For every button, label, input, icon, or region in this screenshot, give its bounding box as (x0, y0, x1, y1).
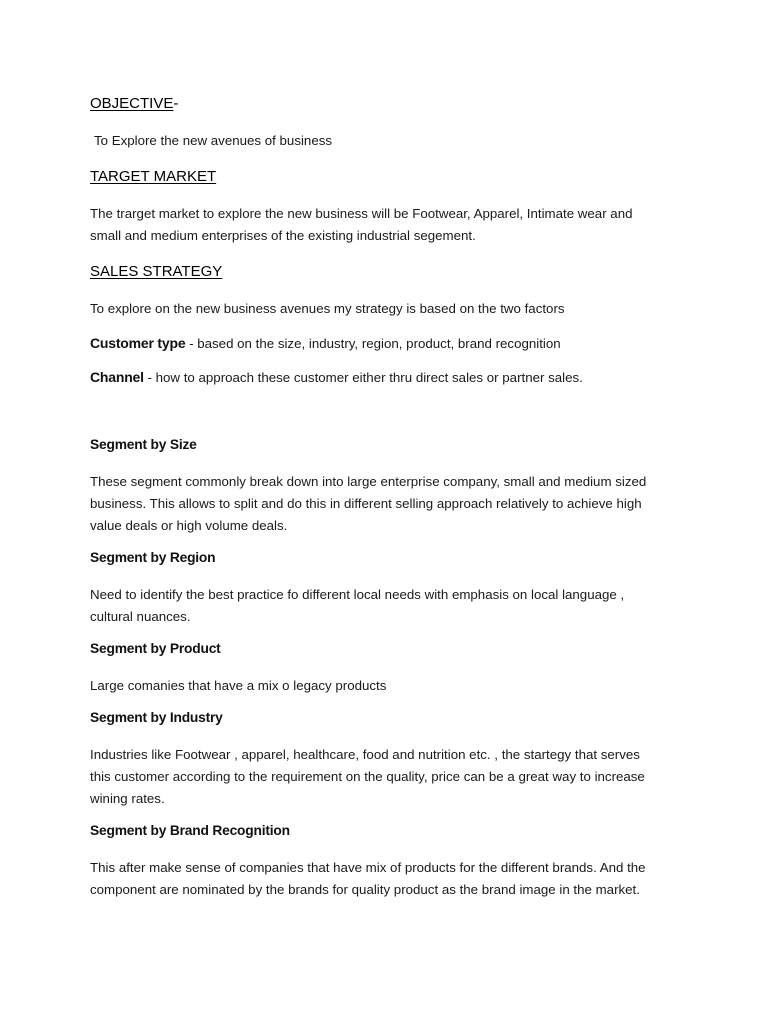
segment-industry-line-1: Industries like Footwear , apparel, healthcare, food and nutrition etc. , the startegy that serves (90, 747, 640, 762)
target-market-paragraph (90, 203, 680, 247)
target-market-line-2: small and medium enterprises of the existing industrial segement. (90, 227, 476, 243)
sales-strategy-intro: To explore on the new business avenues my strategy is based on the two factors (90, 301, 565, 316)
channel-line (90, 367, 680, 389)
segment-region-paragraph (90, 584, 680, 628)
segment-product-title: Segment by Product (90, 641, 221, 656)
objective-heading-text: OBJECTIVE (90, 95, 174, 112)
channel-label: Channel (90, 369, 144, 385)
segment-brand-title: Segment by Brand Recognition (90, 823, 290, 838)
segment-size-line-3: value deals or high volume deals. (90, 517, 288, 533)
customer-type-text: - based on the size, industry, region, product, brand recognition (185, 336, 561, 351)
target-market-heading: TARGET MARKET (90, 168, 217, 185)
segment-region-line-1: Need to identify the best practice fo different local needs with emphasis on local language , (90, 587, 625, 602)
segment-product-line-1: Large comanies that have a mix o legacy products (90, 678, 387, 693)
segment-region-line-2: cultural nuances. (90, 608, 191, 624)
segment-industry-paragraph (90, 744, 680, 809)
objective-text: To Explore the new avenues of business (94, 133, 333, 148)
segment-product-paragraph (90, 675, 680, 697)
segment-industry-line-2: this customer according to the requirement on the quality, price can be a great way to increase (90, 768, 645, 784)
customer-type-line (90, 333, 680, 355)
segment-size-line-2: business. This allows to split and do this in different selling approach relatively to achieve high (90, 495, 642, 511)
channel-text: - how to approach these customer either thru direct sales or partner sales. (143, 370, 583, 385)
segment-brand-paragraph (90, 857, 680, 901)
objective-heading (90, 95, 680, 112)
segment-size-title: Segment by Size (90, 437, 197, 452)
segment-size-line-1: These segment commonly break down into large enterprise company, small and medium sized (90, 474, 647, 489)
sales-strategy-heading: SALES STRATEGY (90, 263, 223, 280)
segment-brand-line-1: This after make sense of companies that have mix of products for the different brands. And the (90, 860, 646, 875)
customer-type-label: Customer type (90, 335, 186, 351)
segment-region-title: Segment by Region (90, 550, 216, 565)
segment-brand-line-2: component are nominated by the brands for quality product as the brand image in the market. (90, 881, 640, 897)
segment-size-paragraph (90, 471, 680, 536)
objective-heading-dash: - (173, 95, 179, 112)
segment-industry-line-3: wining rates. (90, 790, 165, 806)
target-market-line-1: The trarget market to explore the new business will be Footwear, Apparel, Intimate wear and (90, 206, 633, 221)
segment-industry-title: Segment by Industry (90, 710, 223, 725)
